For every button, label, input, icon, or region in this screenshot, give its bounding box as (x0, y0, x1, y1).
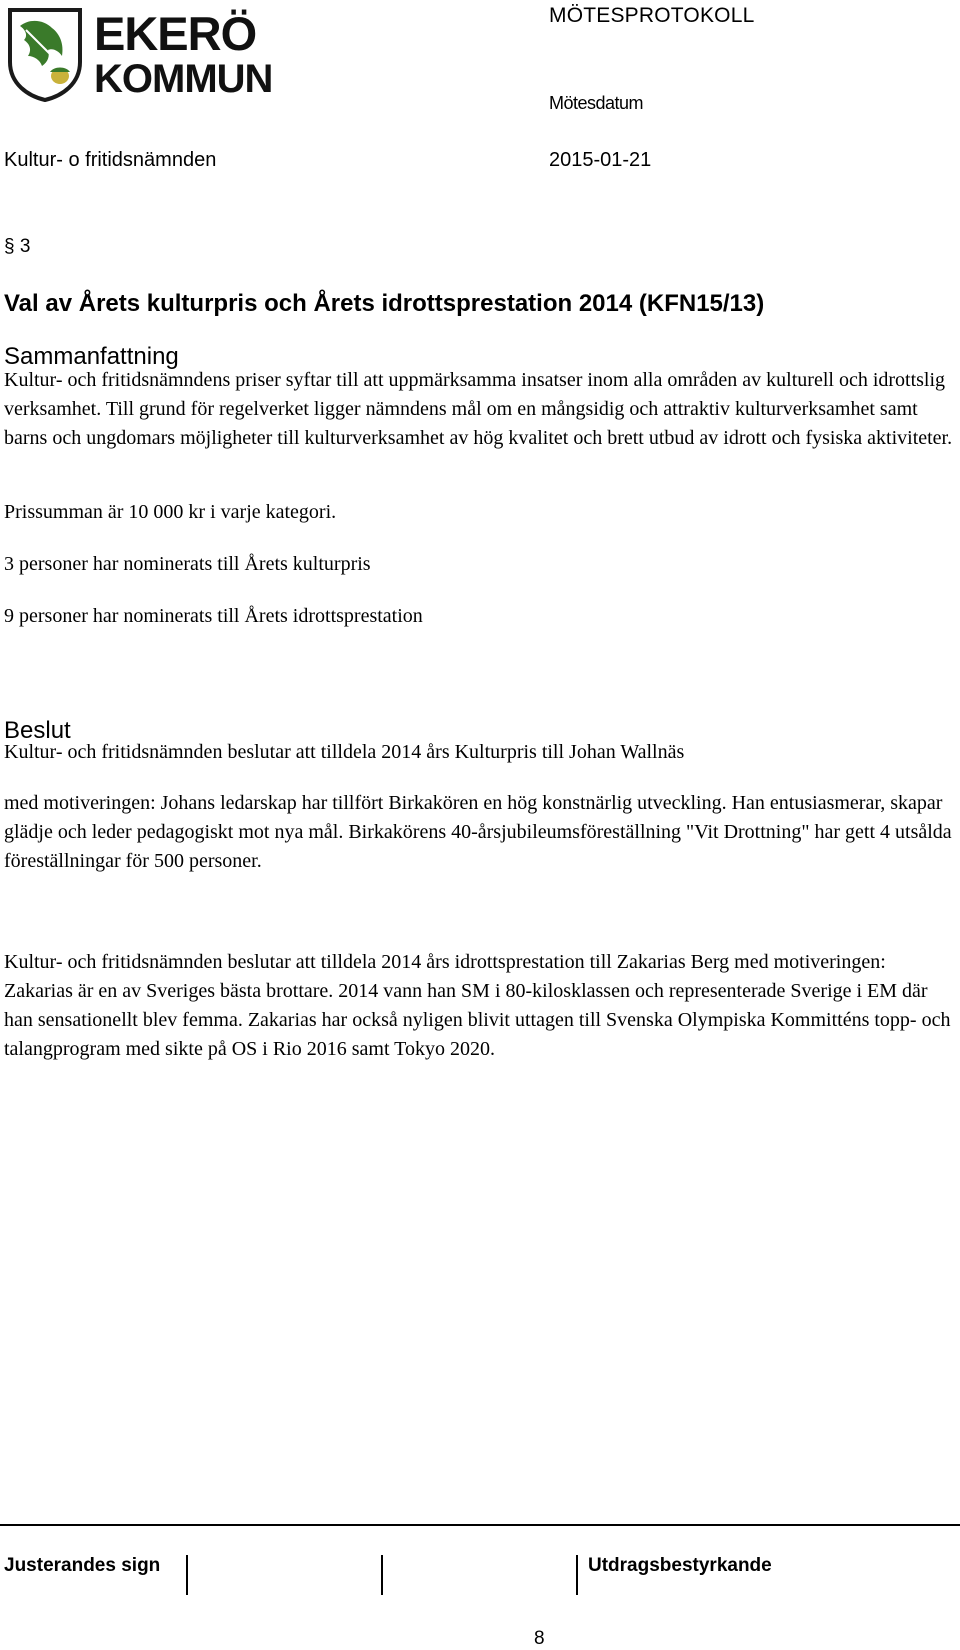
page-number: 8 (534, 1628, 545, 1649)
logo-line1: EKERÖ (94, 7, 257, 60)
page-title: Val av Årets kulturpris och Årets idrottsprestation 2014 (KFN15/13) (4, 290, 765, 317)
sign-label: Justerandes sign (4, 1555, 161, 1576)
document-type: MÖTESPROTOKOLL (549, 4, 755, 27)
summary-text: Kultur- och fritidsnämndens priser syftar till att uppmärksamma insatser inom alla områden av kulturell och idrottslig verksamhet. Till grund för regelverket ligger nämndens mål om en mångsidig och attraktiv kulturverksamhet samt barns och ungdomars möjligheter till kulturverksamhet av hög kvalitet och brett utbud av idrott och fysiska aktiviteter. (4, 369, 953, 449)
signature-box-divider (576, 1555, 578, 1595)
extract-label: Utdragsbestyrkande (588, 1555, 772, 1576)
prize-amount: Prissumman är 10 000 kr i varje kategori. (4, 501, 337, 523)
signature-box-divider (186, 1555, 188, 1595)
decision-sport: Kultur- och fritidsnämnden beslutar att tilldela 2014 års idrottsprestation till Zakarias Berg med motiveringen: Zakarias är en av Sveriges bästa brottare. 2014 vann han SM i 80-kilosklassen och representerade Sverige i EM där han sensationellt blev femma. Zakarias har också nyligen blivit uttagen till Svenska Olympiska Kommitténs topp- och talangprogram med sikte på OS i Rio 2016 samt Tokyo 2020. (4, 951, 951, 1060)
footer-divider (0, 1524, 960, 1526)
motivation-culture: med motiveringen: Johans ledarskap har tillfört Birkakören en hög konstnärlig utveckling. Han entusiasmerar, skapar glädje och leder pedagogiskt mot nya mål. Birkakörens 40-årsjubileumsföreställning "Vit Drottning" har gett 4 utsålda föreställningar för 500 personer. (4, 792, 952, 872)
logo-line2: KOMMUN (94, 57, 273, 101)
summary-heading: Sammanfattning (4, 343, 179, 370)
oak-leaf-shield-icon (6, 4, 86, 102)
municipality-logo (6, 4, 276, 102)
date-label: Mötesdatum (549, 93, 644, 113)
logo-wordmark (94, 7, 273, 101)
decision-culture: Kultur- och fritidsnämnden beslutar att tilldela 2014 års Kulturpris till Johan Wallnäs (4, 741, 685, 763)
nominees-sport: 9 personer har nominerats till Årets idrottsprestation (4, 605, 423, 627)
signature-box-divider (381, 1555, 383, 1595)
paragraph-number: § 3 (4, 236, 31, 257)
decision-heading: Beslut (4, 717, 71, 744)
committee-name: Kultur- o fritidsnämnden (4, 149, 217, 171)
nominees-culture: 3 personer har nominerats till Årets kulturpris (4, 553, 371, 575)
meeting-date: 2015-01-21 (549, 149, 652, 171)
